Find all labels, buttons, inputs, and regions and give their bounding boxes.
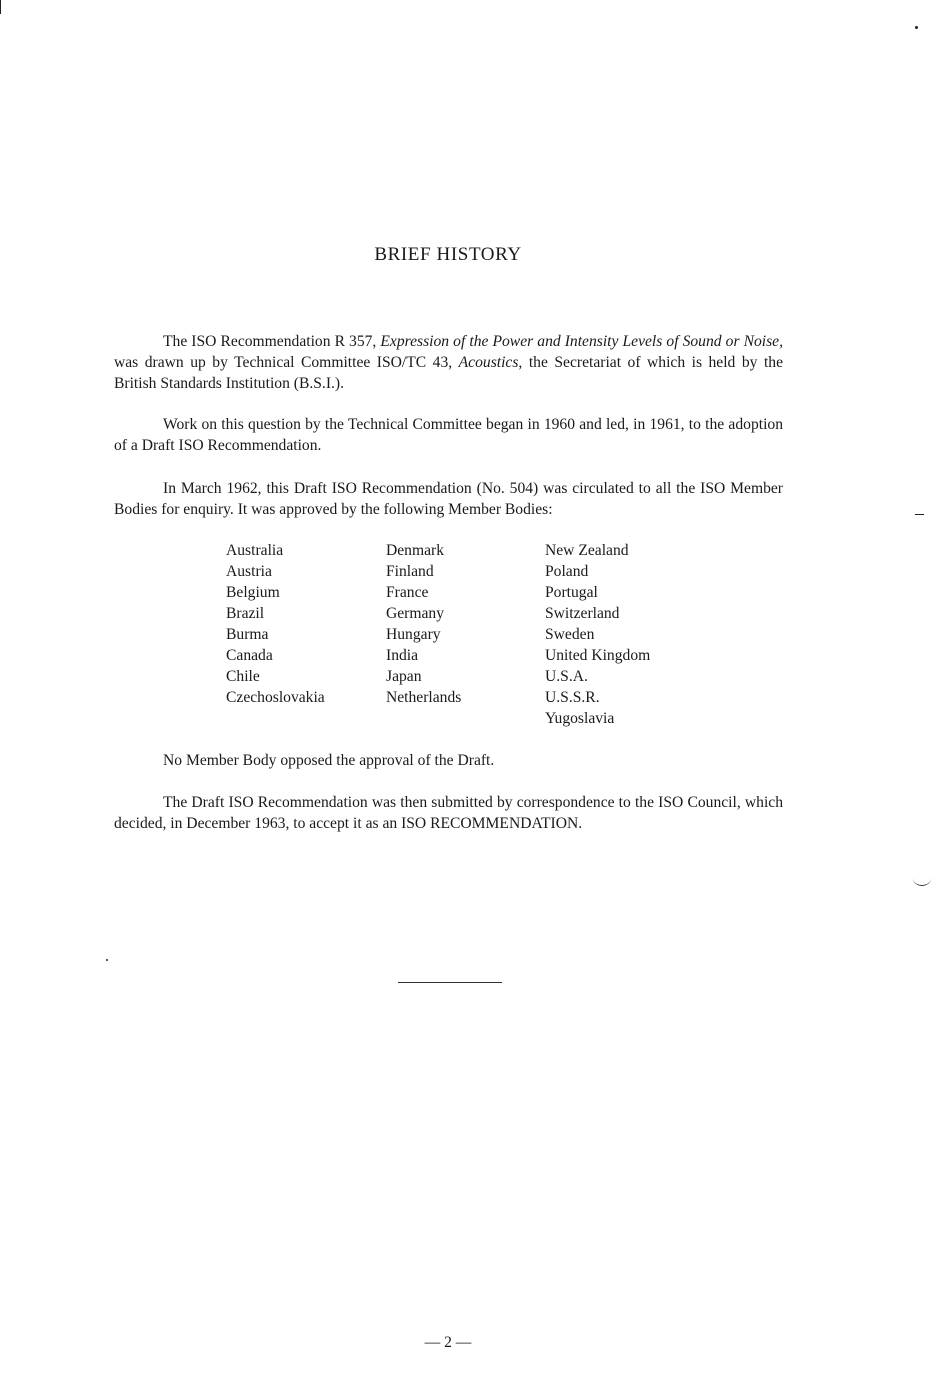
paragraph-text: , the Secretariat of which is held by the British Standards Institution (B.S.I.). (114, 354, 783, 392)
member-body: Brazil (226, 605, 265, 622)
member-body: Austria (226, 563, 272, 580)
member-bodies-column-3 (545, 540, 650, 729)
history-paragraph-3 (114, 478, 783, 520)
history-paragraph-4 (114, 750, 783, 771)
member-body: Canada (226, 647, 273, 664)
member-body: Germany (386, 605, 445, 622)
member-body: U.S.S.R. (545, 689, 600, 706)
member-body: Hungary (386, 626, 441, 643)
paragraph-text: Work on this question by the Technical Committee began in 1960 and led, in 1961, to the adoption of a Draft ISO Recommendation. (114, 416, 783, 454)
recommendation-title: Expression of the Power and Intensity Levels of Sound or Noise, (380, 333, 783, 350)
scan-mark (913, 873, 931, 886)
member-body: Portugal (545, 584, 598, 601)
member-body: Czechoslovakia (226, 689, 325, 706)
member-body: Japan (386, 668, 422, 685)
member-body: United Kingdom (545, 647, 651, 664)
scan-mark (915, 26, 918, 29)
scan-mark (0, 0, 1, 14)
section-divider (398, 982, 502, 983)
scan-mark (106, 959, 108, 961)
page-title: BRIEF HISTORY (374, 244, 522, 265)
member-body: Sweden (545, 626, 595, 643)
scan-mark (915, 514, 924, 515)
paragraph-text: The ISO Recommendation R 357, (163, 333, 381, 350)
page-number: — 2 — (424, 1334, 472, 1351)
member-body: Belgium (226, 584, 280, 601)
paragraph-text: was drawn up by Technical Committee ISO/TC 43, (114, 354, 459, 371)
committee-name: Acoustics (458, 354, 519, 371)
member-bodies-column-2 (386, 540, 461, 708)
history-paragraph-2 (114, 414, 783, 456)
member-bodies-column-1 (226, 540, 325, 708)
member-body: Finland (386, 563, 434, 580)
member-body: Netherlands (386, 689, 462, 706)
member-body: Yugoslavia (545, 710, 615, 727)
member-body: India (386, 647, 419, 664)
member-body: Burma (226, 626, 269, 643)
member-body: U.S.A. (545, 668, 588, 685)
member-body: France (386, 584, 429, 601)
paragraph-text: The Draft ISO Recommendation was then submitted by correspondence to the ISO Council, which decided, in December 1963, to accept it as an ISO RECOMMENDATION. (114, 794, 783, 832)
member-body: Australia (226, 542, 284, 559)
member-body: Switzerland (545, 605, 620, 622)
paragraph-text: In March 1962, this Draft ISO Recommendation (No. 504) was circulated to all the ISO Member Bodies for enquiry. It was approved by the following Member Bodies: (114, 480, 783, 518)
member-body: Denmark (386, 542, 445, 559)
member-body: Chile (226, 668, 260, 685)
member-body: New Zealand (545, 542, 629, 559)
history-paragraph-5 (114, 792, 783, 834)
paragraph-text: No Member Body opposed the approval of the Draft. (163, 752, 495, 769)
member-body: Poland (545, 563, 589, 580)
history-paragraph-1 (114, 331, 783, 394)
